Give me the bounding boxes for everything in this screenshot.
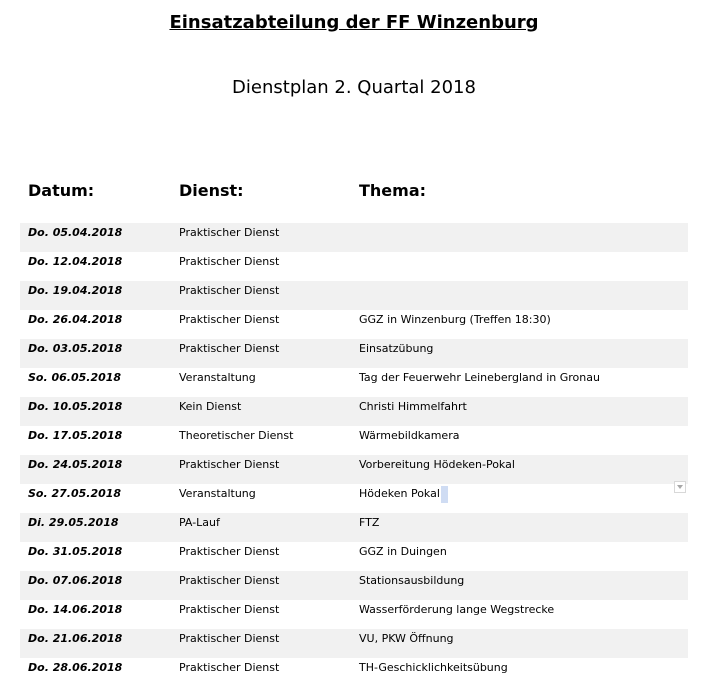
cell-topic[interactable]: Tag der Feuerwehr Leinebergland in Gronau [359,371,600,384]
cell-date[interactable]: Do. 14.06.2018 [28,603,123,616]
table-row[interactable] [20,310,688,339]
table-row[interactable] [20,426,688,455]
cell-date[interactable]: Do. 10.05.2018 [28,400,123,413]
cell-date[interactable]: So. 27.05.2018 [28,487,122,500]
table-row[interactable] [20,600,688,629]
cell-topic[interactable]: TH-Geschicklichkeitsübung [359,661,508,674]
cell-date[interactable]: Do. 07.06.2018 [28,574,123,587]
table-row[interactable] [20,513,688,542]
cell-date[interactable]: Do. 19.04.2018 [28,284,123,297]
cell-service[interactable]: Praktischer Dienst [179,458,280,471]
cell-date[interactable]: Di. 29.05.2018 [28,516,119,529]
chevron-down-icon[interactable] [674,481,686,493]
cell-topic[interactable]: GGZ in Duingen [359,545,447,558]
table-row[interactable] [20,397,688,426]
cell-service[interactable]: Praktischer Dienst [179,284,280,297]
cell-service[interactable]: Theoretischer Dienst [179,429,294,442]
cell-service[interactable]: Veranstaltung [179,371,256,384]
column-header-dienst: Dienst: [179,181,244,200]
cell-date[interactable]: Do. 17.05.2018 [28,429,123,442]
document-title: Einsatzabteilung der FF Winzenburg [169,12,539,33]
table-row[interactable] [20,223,688,252]
cell-topic[interactable]: Einsatzübung [359,342,434,355]
cell-topic[interactable]: Wärmebildkamera [359,429,460,442]
cell-service[interactable]: Praktischer Dienst [179,342,280,355]
cell-topic[interactable]: Hödeken Pokal [359,484,448,503]
cell-topic[interactable]: Vorbereitung Hödeken-Pokal [359,458,515,471]
cell-topic[interactable]: FTZ [359,516,380,529]
cell-topic[interactable]: Wasserförderung lange Wegstrecke [359,603,555,616]
table-row[interactable] [20,339,688,368]
cell-service[interactable]: Veranstaltung [179,487,256,500]
cell-service[interactable]: Praktischer Dienst [179,545,280,558]
cell-service[interactable]: Praktischer Dienst [179,226,280,239]
cell-date[interactable]: Do. 03.05.2018 [28,342,123,355]
cell-service[interactable]: Praktischer Dienst [179,603,280,616]
table-row[interactable] [20,368,688,397]
cell-topic[interactable]: Stationsausbildung [359,574,465,587]
column-header-thema: Thema: [359,181,427,200]
document-subtitle: Dienstplan 2. Quartal 2018 [232,77,476,98]
cell-service[interactable]: Praktischer Dienst [179,574,280,587]
table-row[interactable] [20,484,688,513]
cell-date[interactable]: So. 06.05.2018 [28,371,122,384]
cell-date[interactable]: Do. 05.04.2018 [28,226,123,239]
table-row[interactable] [20,252,688,281]
cell-topic[interactable]: GGZ in Winzenburg (Treffen 18:30) [359,313,551,326]
cell-date[interactable]: Do. 31.05.2018 [28,545,123,558]
cell-date[interactable]: Do. 26.04.2018 [28,313,123,326]
cell-service[interactable]: PA-Lauf [179,516,220,529]
column-header-datum: Datum: [28,181,95,200]
cell-date[interactable]: Do. 28.06.2018 [28,661,123,674]
cell-date[interactable]: Do. 12.04.2018 [28,255,123,268]
cell-date[interactable]: Do. 24.05.2018 [28,458,123,471]
cell-topic[interactable]: Christi Himmelfahrt [359,400,467,413]
cell-service[interactable]: Kein Dienst [179,400,242,413]
cell-service[interactable]: Praktischer Dienst [179,255,280,268]
table-row[interactable] [20,629,688,658]
table-row[interactable] [20,571,688,600]
table-row[interactable] [20,658,688,687]
cell-service[interactable]: Praktischer Dienst [179,661,280,674]
table-row[interactable] [20,542,688,571]
cell-service[interactable]: Praktischer Dienst [179,313,280,326]
table-row[interactable] [20,455,688,484]
schedule-table [20,223,688,687]
cell-topic[interactable]: VU, PKW Öffnung [359,632,454,645]
cell-date[interactable]: Do. 21.06.2018 [28,632,123,645]
table-row[interactable] [20,281,688,310]
cell-service[interactable]: Praktischer Dienst [179,632,280,645]
text-selection-cursor [441,486,448,503]
